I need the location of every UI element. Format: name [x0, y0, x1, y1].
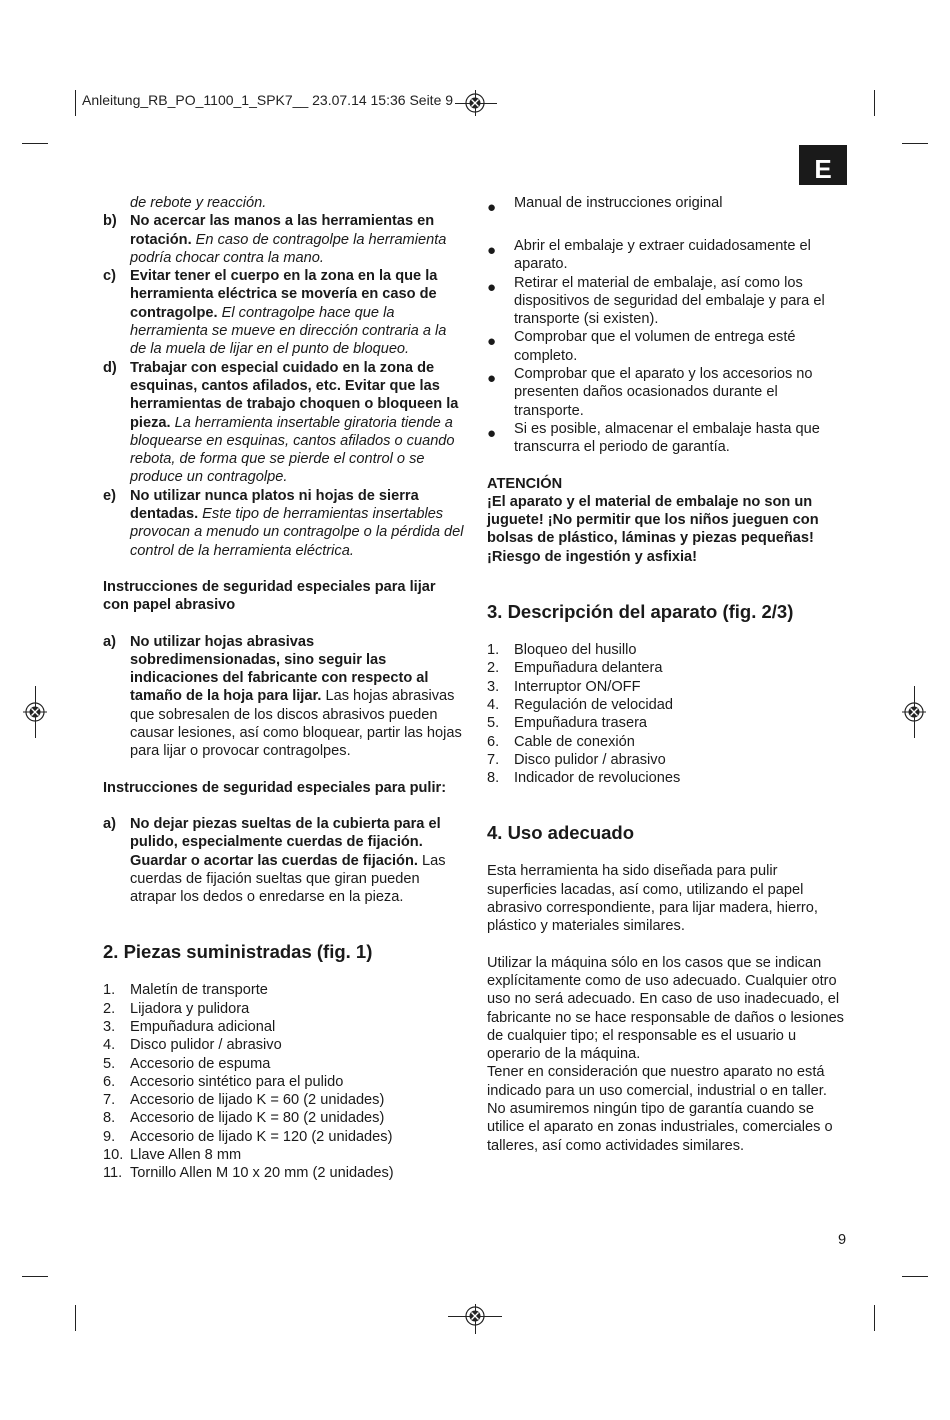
description-list — [487, 641, 849, 787]
bullet-item: ● Retirar el material de embalaje, así como los dispositivos de seguridad del embalaje y para el transporte (si existen). — [487, 274, 825, 328]
section-heading: 4. Uso adecuado — [487, 822, 635, 844]
list-item: 8. Indicador de revoluciones — [487, 770, 681, 787]
list-item: 7. Accesorio de lijado K = 60 (2 unidades) — [103, 1092, 385, 1109]
paragraph: Utilizar la máquina sólo en los casos que se indican explícitamente como de uso adecuado. Cualquier otro uso no será adecuado. En caso de uso inadecuado, el fabricante no se hace responsable de daños o lesiones de cualquier tipo; el responsable es el usuario u operario de la máquina. — [487, 954, 844, 1063]
paragraph: Tener en consideración que nuestro aparato no está indicado para un uso comercial, industrial o en taller. No asumiremos ningún tipo de garantía cuando se utilice el aparato en zonas industriales, comerciales o talleres, así como actividades similares. — [487, 1064, 833, 1154]
list-item: d) Trabajar con especial cuidado en la zona de esquinas, cantos afilados, etc. Evitar que las herramientas de trabajo choquen o bloqueen la pieza. La herramienta insertable giratoria tiende a bloquearse en esquinas, cantos afilados o cuando rebota, de forma que se pierde el control o se produce un contragolpe. — [103, 359, 459, 486]
list-item: 3. Interruptor ON/OFF — [487, 678, 641, 695]
section-heading: 3. Descripción del aparato (fig. 2/3) — [487, 601, 794, 623]
list-item: 1. Bloqueo del husillo — [487, 642, 637, 659]
bullet-icon: ● — [487, 370, 497, 388]
bullet-item: ● Abrir el embalaje y extraer cuidadosamente el aparato. — [487, 238, 811, 273]
left-column — [103, 194, 465, 1183]
crop-mark — [902, 143, 928, 144]
print-slug: Anleitung_RB_PO_1100_1_SPK7__ 23.07.14 15:36 Seite 9 — [82, 92, 454, 108]
language-tab: E — [799, 145, 847, 185]
subheading: Instrucciones de seguridad especiales para pulir: — [103, 779, 447, 796]
list-item: 2. Lijadora y pulidora — [103, 1000, 250, 1017]
warning-text: ¡El aparato y el material de embalaje no son un juguete! ¡No permitir que los niños jueguen con bolsas de plástico, láminas y piezas pequeñas! ¡Riesgo de ingestión y asfixia! — [487, 493, 819, 565]
bullet-item: ● Comprobar que el aparato y los accesorios no presenten daños ocasionados durante el transporte. — [487, 366, 813, 419]
paragraph: Esta herramienta ha sido diseñada para pulir superficies lacadas, así como, utilizando el papel abrasivo correspondiente, para lijar madera, hierro, plástico y materiales similares. — [487, 863, 818, 935]
list-item: 4. Disco pulidor / abrasivo — [103, 1037, 282, 1054]
list-item: 5. Empuñadura trasera — [487, 715, 648, 732]
subheading: Instrucciones de seguridad especiales para lijar con papel abrasivo — [103, 578, 436, 614]
bullet-icon: ● — [487, 242, 497, 259]
list-item: 11. Tornillo Allen M 10 x 20 mm (2 unidades) — [103, 1165, 394, 1182]
list-item: 1. Maletín de transporte — [103, 982, 268, 999]
crop-mark — [22, 143, 48, 144]
list-item: 6. Cable de conexión — [487, 733, 635, 750]
list-item: 2. Empuñadura delantera — [487, 660, 663, 677]
list-item: b) No acercar las manos a las herramientas en rotación. En caso de contragolpe la herramienta podría chocar contra la mano. — [103, 213, 447, 266]
list-item: 9. Accesorio de lijado K = 120 (2 unidades) — [103, 1128, 393, 1145]
page-number: 9 — [838, 1232, 847, 1248]
continued-text: de rebote y reacción. — [130, 195, 267, 211]
warning-title: ATENCIÓN — [487, 475, 563, 492]
bullet-icon: ● — [487, 333, 497, 351]
crop-mark — [874, 90, 875, 116]
crop-mark — [75, 90, 76, 116]
bullet-item: ● Comprobar que el volumen de entrega esté completo. — [487, 329, 796, 364]
bullet-icon: ● — [487, 199, 497, 216]
list-item: e) No utilizar nunca platos ni hojas de sierra dentadas. Este tipo de herramientas insertables provocan a menudo un contragolpe o la pérdida del control de la herramienta eléctrica. — [103, 487, 464, 559]
bullet-icon: ● — [487, 278, 497, 296]
registration-mark-icon — [463, 1304, 487, 1328]
parts-list — [103, 981, 465, 1182]
crop-mark — [75, 1305, 76, 1331]
crop-mark — [902, 1276, 928, 1277]
list-item: 7. Disco pulidor / abrasivo — [487, 751, 666, 768]
crop-mark — [874, 1305, 875, 1331]
list-item: 4. Regulación de velocidad — [487, 696, 674, 713]
right-column — [487, 194, 849, 1155]
registration-mark-icon — [23, 700, 47, 724]
bullet-item: ● Manual de instrucciones original — [487, 194, 849, 219]
list-item: 10. Llave Allen 8 mm — [103, 1147, 242, 1164]
bullet-item: ● Si es posible, almacenar el embalaje hasta que transcurra el periodo de garantía. — [487, 420, 820, 456]
list-item: 6. Accesorio sintético para el pulido — [103, 1073, 344, 1090]
list-item: a) No dejar piezas sueltas de la cubierta para el pulido, especialmente cuerdas de fijación. Guardar o acortar las cuerdas de fijación. Las cuerdas de fijación sueltas que giran pueden atrapar los dedos o enredarse en la pieza. — [103, 815, 446, 906]
crop-mark — [22, 1276, 48, 1277]
list-item: 5. Accesorio de espuma — [103, 1055, 271, 1072]
registration-mark-icon — [902, 700, 926, 724]
list-item: 8. Accesorio de lijado K = 80 (2 unidades) — [103, 1110, 385, 1127]
section-heading: 2. Piezas suministradas (fig. 1) — [103, 941, 373, 963]
registration-mark-icon — [463, 91, 487, 115]
bullet-icon: ● — [487, 424, 497, 442]
list-item: 3. Empuñadura adicional — [103, 1018, 276, 1035]
list-item: c) Evitar tener el cuerpo en la zona en la que la herramienta eléctrica se movería en caso de contragolpe. El contragolpe hace que la herramienta se mueve en dirección contraria a la de la muela de lijar en el punto de bloqueo. — [103, 268, 447, 358]
list-item: a) No utilizar hojas abrasivas sobredimensionadas, sino seguir las indicaciones del fabricante con respecto al tamaño de la hoja para lijar. Las hojas abrasivas que sobresalen de los discos abrasivos pueden causar lesiones, así como bloquear, partir las hojas para lijar o provocar contragolpes. — [103, 633, 462, 760]
